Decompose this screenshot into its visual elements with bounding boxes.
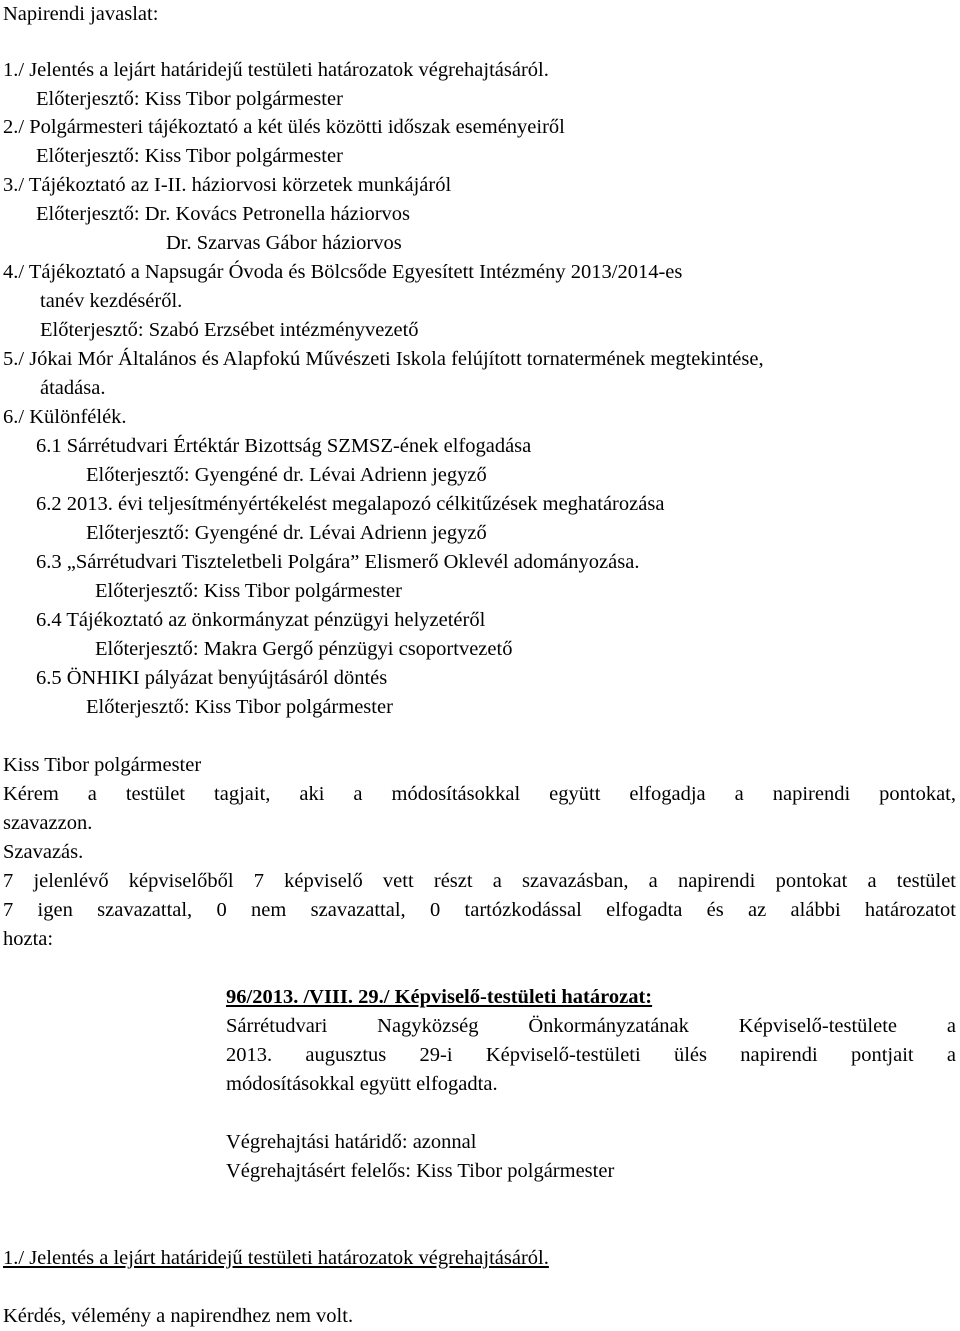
agenda-item-6-5-presenter: Előterjesztő: Kiss Tibor polgármester <box>86 696 393 718</box>
resolution-deadline: Végrehajtási határidő: azonnal <box>226 1131 477 1153</box>
agenda-item-4-title-cont: tanév kezdéséről. <box>40 290 183 312</box>
resolution-title: 96/2013. /VIII. 29./ Képviselő-testületi határozat: <box>226 986 653 1008</box>
vote-result-line-2: 7 igen szavazattal, 0 nem szavazattal, 0 tartózkodással elfogadta és az alábbi határozatot <box>3 899 956 921</box>
agenda-item-3-title: 3./ Tájékoztató az I-II. háziorvosi körzetek munkájáról <box>3 174 452 196</box>
agenda-item-6-title: 6./ Különfélék. <box>3 406 127 428</box>
agenda-item-6-4-title: 6.4 Tájékoztató az önkormányzat pénzügyi helyzetéről <box>36 609 486 631</box>
section-1-note: Kérdés, vélemény a napirendhez nem volt. <box>3 1305 354 1327</box>
speech-line-1: Kérem a testület tagjait, aki a módosításokkal együtt elfogadja a napirendi pontokat, <box>3 783 956 805</box>
agenda-item-6-2-title: 6.2 2013. évi teljesítményértékelést megalapozó célkitűzések meghatározása <box>36 493 665 515</box>
agenda-item-1-presenter: Előterjesztő: Kiss Tibor polgármester <box>36 88 343 110</box>
agenda-item-1-title: 1./ Jelentés a lejárt határidejű testületi határozatok végrehajtásáról. <box>3 59 549 81</box>
agenda-item-6-1-presenter: Előterjesztő: Gyengéné dr. Lévai Adrienn jegyző <box>86 464 487 486</box>
resolution-line-3: módosításokkal együtt elfogadta. <box>226 1073 498 1095</box>
agenda-item-6-4-presenter: Előterjesztő: Makra Gergő pénzügyi csoportvezető <box>95 638 513 660</box>
vote-label: Szavazás. <box>3 841 84 863</box>
vote-result-line-1: 7 jelenlévő képviselőből 7 képviselő vett részt a szavazásban, a napirendi pontokat a testület <box>3 870 956 892</box>
agenda-item-4-presenter: Előterjesztő: Szabó Erzsébet intézményvezető <box>40 319 419 341</box>
resolution-line-2: 2013. augusztus 29-i Képviselő-testületi ülés napirendi pontjait a <box>226 1044 956 1066</box>
speech-line-2: szavazzon. <box>3 812 93 834</box>
agenda-item-3-presenter: Előterjesztő: Dr. Kovács Petronella háziorvos <box>36 203 411 225</box>
speaker-name: Kiss Tibor polgármester <box>3 754 202 776</box>
agenda-item-6-1-title: 6.1 Sárrétudvari Értéktár Bizottság SZMSZ-ének elfogadása <box>36 435 532 457</box>
agenda-item-4-title: 4./ Tájékoztató a Napsugár Óvoda és Bölcsőde Egyesített Intézmény 2013/2014-es <box>3 261 683 283</box>
agenda-item-6-3-presenter: Előterjesztő: Kiss Tibor polgármester <box>95 580 402 602</box>
agenda-item-2-presenter: Előterjesztő: Kiss Tibor polgármester <box>36 145 343 167</box>
agenda-item-5-title: 5./ Jókai Mór Általános és Alapfokú Művészeti Iskola felújított tornatermének megtekintése, <box>3 348 764 370</box>
agenda-item-6-2-presenter: Előterjesztő: Gyengéné dr. Lévai Adrienn jegyző <box>86 522 487 544</box>
section-1-title: 1./ Jelentés a lejárt határidejű testületi határozatok végrehajtásáról. <box>3 1247 549 1269</box>
agenda-heading: Napirendi javaslat: <box>3 3 159 25</box>
agenda-item-6-5-title: 6.5 ÖNHIKI pályázat benyújtásáról döntés <box>36 667 388 689</box>
resolution-responsible: Végrehajtásért felelős: Kiss Tibor polgármester <box>226 1160 615 1182</box>
agenda-item-3-presenter-2: Dr. Szarvas Gábor háziorvos <box>166 232 402 254</box>
resolution-line-1: Sárrétudvari Nagyközség Önkormányzatának Képviselő-testülete a <box>226 1015 956 1037</box>
agenda-item-5-title-cont: átadása. <box>40 377 106 399</box>
agenda-item-2-title: 2./ Polgármesteri tájékoztató a két ülés közötti időszak eseményeiről <box>3 116 565 138</box>
agenda-item-6-3-title: 6.3 „Sárrétudvari Tiszteletbeli Polgára” Elismerő Oklevél adományozása. <box>36 551 640 573</box>
vote-result-line-3: hozta: <box>3 928 54 950</box>
